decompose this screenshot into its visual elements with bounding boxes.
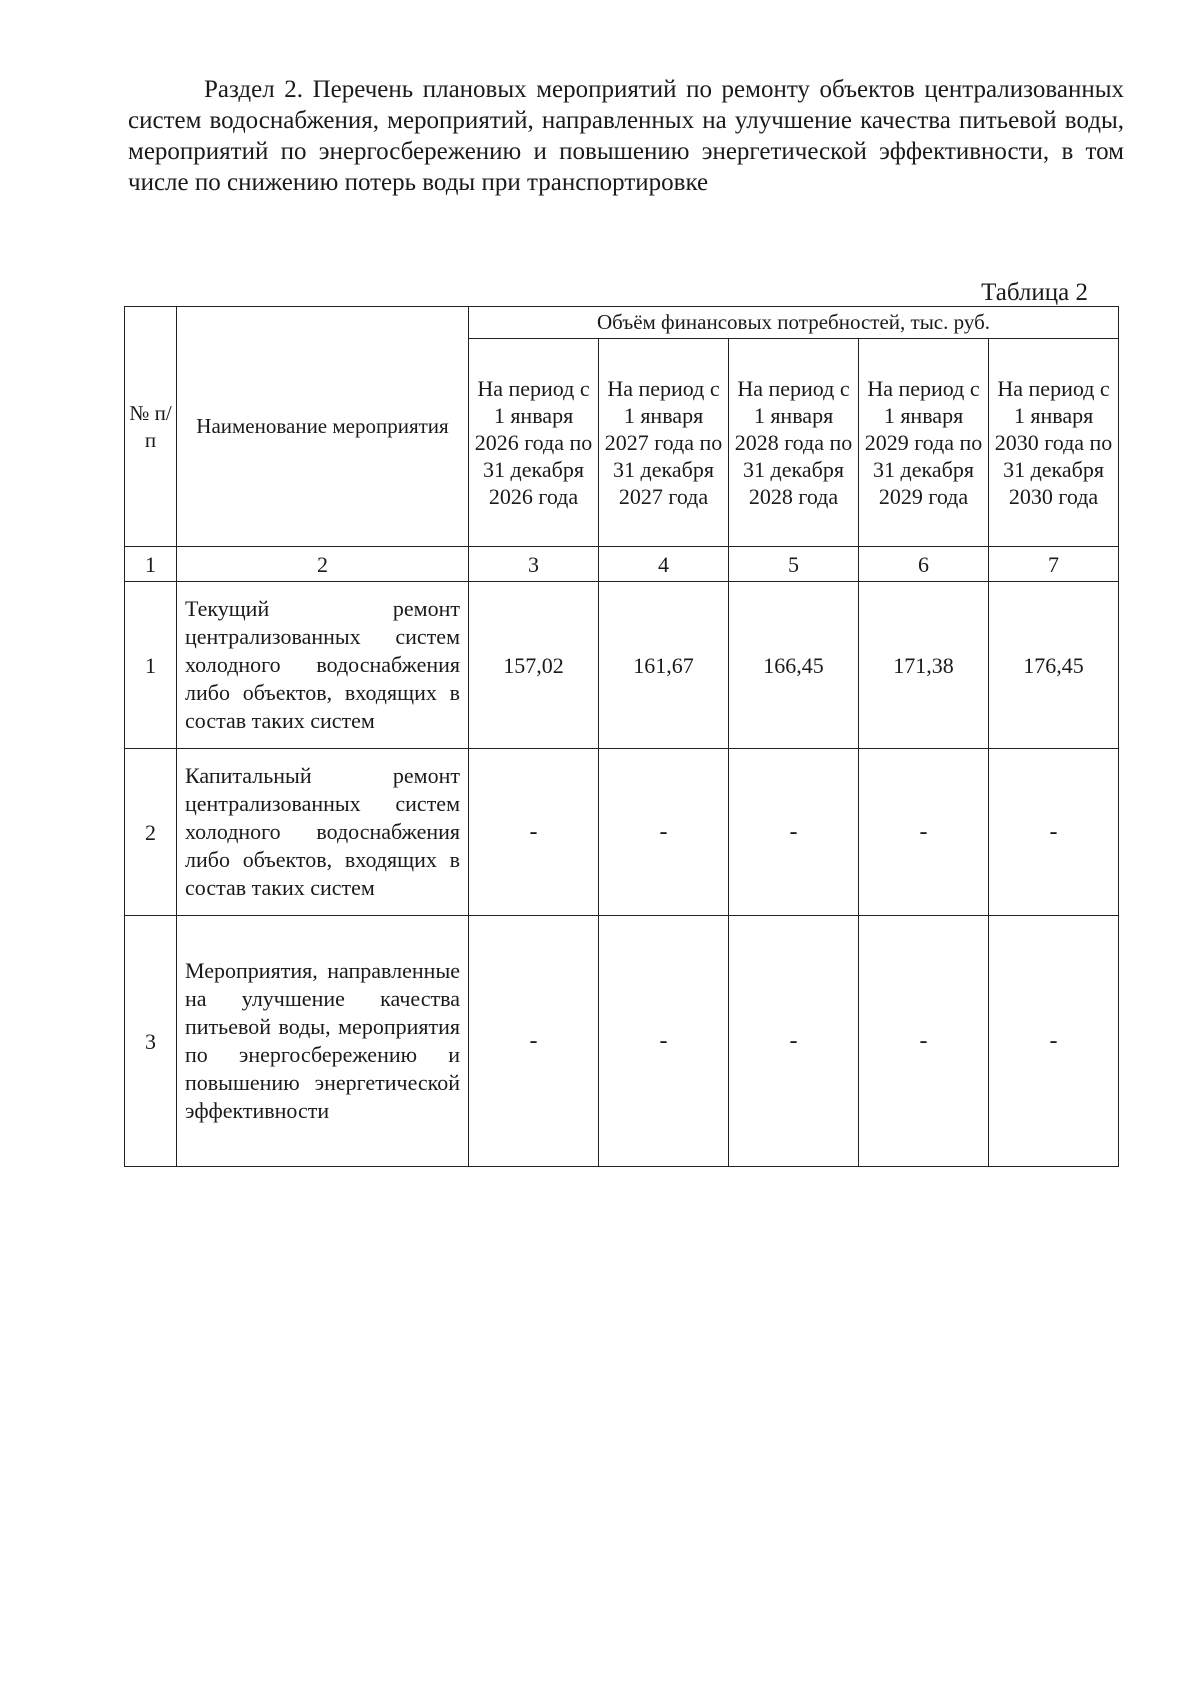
row-value: 171,38 <box>859 582 989 749</box>
header-group: Объём финансовых потребностей, тыс. руб. <box>469 307 1119 339</box>
row-value: - <box>859 916 989 1167</box>
table-caption: Таблица 2 <box>981 279 1088 306</box>
row-name: Мероприятия, направленные на улучшение качества питьевой воды, мероприятия по энергосбережению и повышению энергетической эффективности <box>177 916 469 1167</box>
row-value: 166,45 <box>729 582 859 749</box>
section-heading: Раздел 2. Перечень плановых мероприятий по ремонту объектов централизованных систем водоснабжения, мероприятий, направленных на улучшение качества питьевой воды, мероприятий по энергосбережению и повышению энергетической эффективности, в том числе по снижению потерь воды при транспортировке <box>128 76 1124 196</box>
header-period-2026: На период с 1 января 2026 года по 31 декабря 2026 года <box>469 339 599 547</box>
header-num: № п/п <box>125 307 177 547</box>
row-name: Текущий ремонт централизованных систем холодного водоснабжения либо объектов, входящих в состав таких систем <box>177 582 469 749</box>
row-value: 161,67 <box>599 582 729 749</box>
row-value: - <box>599 749 729 916</box>
table-header-row <box>125 307 1119 339</box>
table-row <box>125 916 1119 1167</box>
row-num: 3 <box>125 916 177 1167</box>
column-number: 6 <box>859 547 989 582</box>
header-period-2028: На период с 1 января 2028 года по 31 декабря 2028 года <box>729 339 859 547</box>
row-value: - <box>989 916 1119 1167</box>
column-number: 3 <box>469 547 599 582</box>
header-name: Наименование мероприятия <box>177 307 469 547</box>
header-period-2029: На период с 1 января 2029 года по 31 декабря 2029 года <box>859 339 989 547</box>
column-number: 2 <box>177 547 469 582</box>
financial-needs-table <box>124 306 1119 1167</box>
row-num: 2 <box>125 749 177 916</box>
row-value: - <box>599 916 729 1167</box>
row-value: - <box>729 749 859 916</box>
table-row <box>125 749 1119 916</box>
row-value: 176,45 <box>989 582 1119 749</box>
column-number: 5 <box>729 547 859 582</box>
row-value: - <box>729 916 859 1167</box>
row-value: - <box>469 749 599 916</box>
column-number: 4 <box>599 547 729 582</box>
row-value: - <box>989 749 1119 916</box>
column-number-row <box>125 547 1119 582</box>
column-number: 1 <box>125 547 177 582</box>
row-name: Капитальный ремонт централизованных систем холодного водоснабжения либо объектов, входящих в состав таких систем <box>177 749 469 916</box>
header-period-2030: На период с 1 января 2030 года по 31 декабря 2030 года <box>989 339 1119 547</box>
header-period-2027: На период с 1 января 2027 года по 31 декабря 2027 года <box>599 339 729 547</box>
row-value: - <box>469 916 599 1167</box>
row-num: 1 <box>125 582 177 749</box>
row-value: 157,02 <box>469 582 599 749</box>
column-number: 7 <box>989 547 1119 582</box>
row-value: - <box>859 749 989 916</box>
table-row <box>125 582 1119 749</box>
